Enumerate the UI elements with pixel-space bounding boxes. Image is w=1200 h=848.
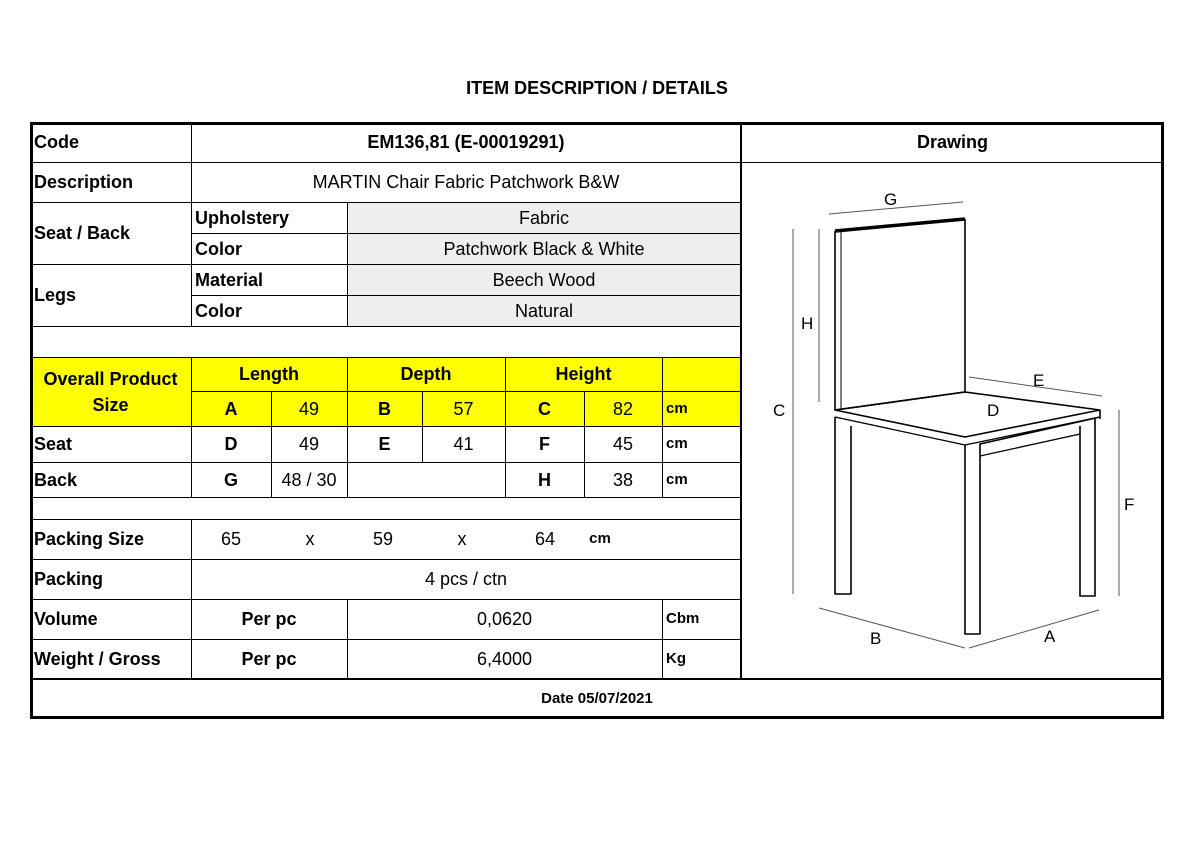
volume-value: 0,0620 [476, 609, 533, 629]
volume-unit: Cbm [666, 610, 700, 627]
legs-color-value: Natural [347, 295, 741, 326]
drawing-header: Drawing [916, 132, 988, 152]
c-value: 82 [612, 398, 634, 419]
length-header: Length [239, 364, 299, 384]
a-value: 49 [298, 398, 320, 419]
weight-per: Per pc [241, 649, 297, 669]
code-label: Code [34, 132, 79, 152]
f-label: F [539, 434, 550, 454]
dim-e-label: E [1033, 371, 1045, 390]
back-unit: cm [666, 470, 688, 488]
a-label: A [224, 398, 238, 419]
packing-length: 65 [220, 529, 242, 549]
c-label: C [538, 398, 551, 419]
date-footer: Date 05/07/2021 [541, 690, 653, 707]
code-value: EM136,81 (E-00019291) [367, 132, 565, 152]
b-label: B [378, 398, 391, 419]
weight-unit: Kg [666, 650, 686, 667]
g-value: 48 / 30 [281, 469, 337, 490]
upholstery-label: Upholstery [195, 207, 290, 228]
legs-color-label: Color [195, 300, 242, 321]
volume-per: Per pc [241, 609, 297, 629]
description-label: Description [34, 172, 134, 192]
g-label: G [223, 469, 238, 490]
packing-size-label: Packing Size [34, 529, 145, 549]
e-label: E [378, 434, 391, 454]
overall-label: Overall Product Size [43, 368, 178, 415]
upholstery-value: Fabric [347, 202, 741, 233]
material-label: Material [195, 269, 264, 290]
back-label: Back [34, 469, 78, 490]
f-value: 45 [612, 434, 634, 454]
dim-g-label: G [884, 190, 898, 209]
details-table [30, 122, 1164, 719]
overall-unit: cm [666, 399, 688, 417]
chair-drawing-svg [741, 164, 1161, 676]
d-value: 49 [298, 434, 320, 454]
e-value: 41 [453, 434, 474, 454]
height-header: Height [555, 364, 612, 384]
h-label: H [538, 469, 551, 490]
dim-a-label: A [1044, 627, 1056, 646]
dim-b-label: B [870, 629, 882, 648]
dim-d-label: D [987, 401, 1000, 420]
seat-color-label: Color [195, 238, 242, 259]
material-value: Beech Wood [347, 264, 741, 295]
dim-f-label: F [1124, 495, 1135, 514]
weight-label: Weight / Gross [34, 649, 161, 669]
seat-color-value: Patchwork Black & White [347, 233, 741, 264]
d-label: D [224, 434, 238, 454]
dim-h-label: H [801, 314, 814, 333]
packing-x2: x [457, 529, 467, 549]
depth-header: Depth [400, 364, 452, 384]
chair-drawing [741, 164, 1161, 676]
packing-label: Packing [34, 569, 104, 589]
packing-height: 64 [534, 529, 556, 549]
packing-width: 59 [372, 529, 394, 549]
packing-x1: x [305, 529, 315, 549]
h-value: 38 [612, 469, 634, 490]
seat-label: Seat [34, 434, 73, 454]
dim-c-label: C [773, 401, 786, 420]
seat-back-label: Seat / Back [34, 223, 131, 243]
legs-label: Legs [34, 285, 77, 305]
page-title: ITEM DESCRIPTION / DETAILS [466, 78, 728, 98]
seat-unit: cm [666, 435, 688, 452]
volume-label: Volume [34, 609, 98, 629]
b-value: 57 [453, 398, 474, 419]
packing-unit: cm [589, 530, 611, 547]
weight-value: 6,4000 [476, 649, 533, 669]
packing-value: 4 pcs / ctn [424, 569, 508, 589]
description-value: MARTIN Chair Fabric Patchwork B&W [312, 172, 620, 192]
